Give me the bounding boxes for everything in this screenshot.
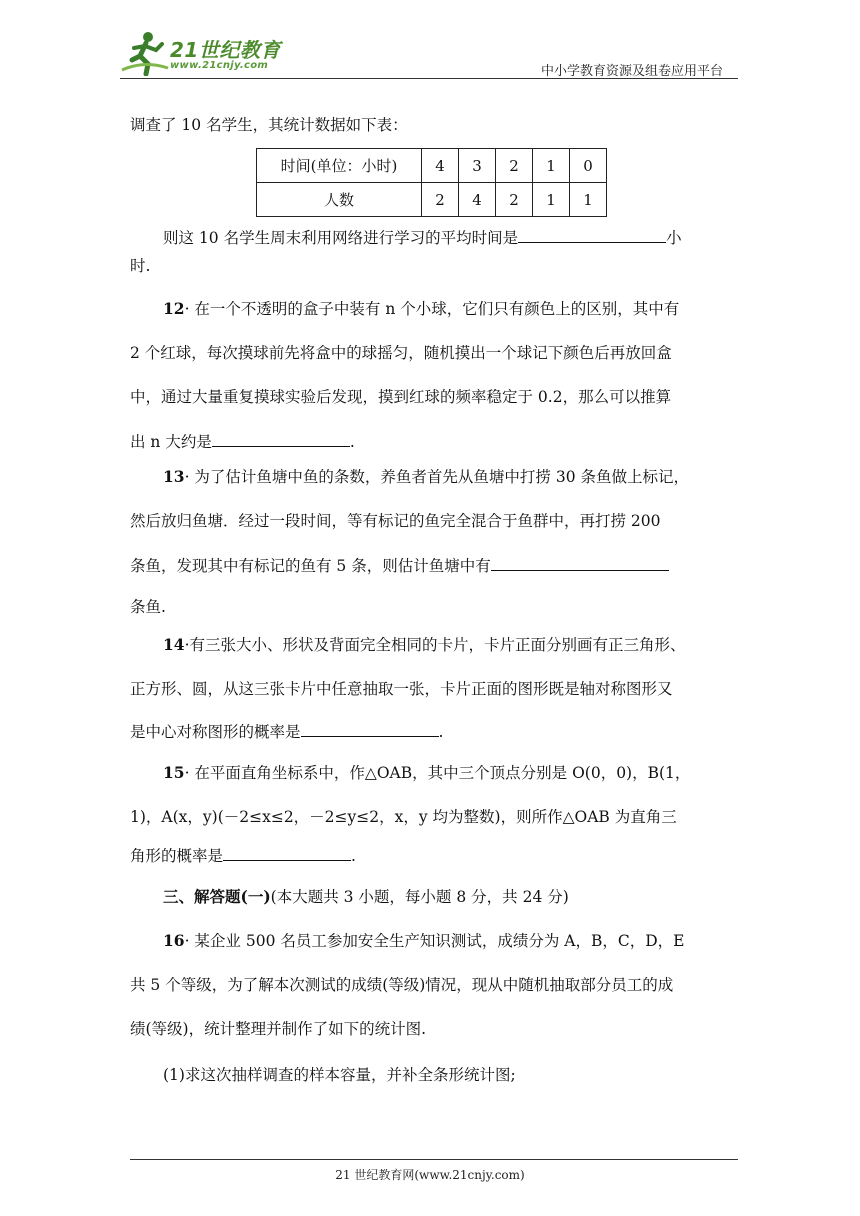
table-row — [257, 183, 607, 217]
q15-line2: 1)，A(x，y)(－2≤x≤2，－2≤y≤2，x，y 均为整数)，则所作△OAB 为直角三 — [130, 808, 677, 826]
q14-answer-blank[interactable] — [301, 720, 439, 737]
q12-line2: 2 个红球，每次摸球前先将盒中的球摇匀，随机摸出一个球记下颜色后再放回盒 — [130, 344, 672, 362]
q12-line4 — [130, 430, 355, 453]
q15-text: · 在平面直角坐标系中，作△OAB，其中三个顶点分别是 O(0，0)，B(1， — [184, 764, 691, 782]
q15-tail: . — [351, 847, 356, 865]
q12-tail: . — [349, 433, 355, 451]
q16-sub1: (1)求这次抽样调查的样本容量，并补全条形统计图; — [163, 1066, 516, 1084]
section3-heading — [163, 886, 569, 908]
q12-line3: 中，通过大量重复摸球实验后发现，摸到红球的频率稳定于 0.2，那么可以推算 — [130, 388, 672, 406]
q13-line2: 然后放归鱼塘．经过一段时间，等有标记的鱼完全混合于鱼群中，再打捞 200 — [130, 512, 661, 530]
header-divider — [120, 78, 738, 79]
q11-answer-blank[interactable] — [518, 226, 666, 243]
page-header — [0, 0, 860, 90]
q12-text: 出 n 大约是 — [130, 433, 212, 451]
q14-text: ·有三张大小、形状及背面完全相同的卡片，卡片正面分别画有正三角形、 — [184, 636, 686, 654]
q13-text: · 为了估计鱼塘中鱼的条数，养鱼者首先从鱼塘中打捞 30 条鱼做上标记， — [184, 468, 690, 486]
time-stat-table — [256, 148, 607, 217]
q15-number: 15 — [163, 763, 185, 782]
q12-text: · 在一个不透明的盒子中装有 n 个小球，它们只有颜色上的区别，其中有 — [184, 300, 680, 318]
q14-number: 14 — [163, 635, 185, 654]
table-cell: 1 — [533, 149, 570, 183]
q16-text: · 某企业 500 名员工参加安全生产知识测试，成绩分为 A，B，C，D，E — [184, 932, 685, 950]
table-cell: 4 — [459, 183, 496, 217]
q14-text: 是中心对称图形的概率是 — [130, 723, 301, 741]
table-cell: 0 — [570, 149, 607, 183]
q14-line2: 正方形、圆，从这三张卡片中任意抽取一张，卡片正面的图形既是轴对称图形又 — [130, 680, 673, 698]
table-cell: 4 — [422, 149, 459, 183]
table-cell: 2 — [496, 149, 533, 183]
q13-text: 条鱼，发现其中有标记的鱼有 5 条，则估计鱼塘中有 — [130, 557, 491, 575]
q16-number: 16 — [163, 931, 185, 950]
logo-wordmark: 21世纪教育 — [170, 38, 281, 62]
q12-number: 12 — [163, 299, 185, 318]
table-cell: 1 — [533, 183, 570, 217]
logo-url: www.21cnjy.com — [170, 60, 269, 71]
q16-line2: 共 5 个等级，为了解本次测试的成绩(等级)情况，现从中随机抽取部分员工的成 — [130, 976, 674, 994]
table-cell: 2 — [422, 183, 459, 217]
q13-line3 — [130, 554, 669, 577]
q16-line1 — [163, 930, 685, 952]
q11-answer-line — [163, 226, 682, 249]
q15-answer-blank[interactable] — [223, 844, 351, 861]
q13-line1 — [163, 466, 689, 488]
q11-line2: 时. — [130, 257, 151, 275]
table-cell: 时间(单位：小时) — [257, 149, 422, 183]
q13-number: 13 — [163, 467, 185, 486]
q16-line3: 绩(等级)，统计整理并制作了如下的统计图. — [130, 1020, 427, 1038]
table-cell: 人数 — [257, 183, 422, 217]
q15-line3 — [130, 844, 356, 867]
footer-divider — [130, 1159, 738, 1160]
q13-line4: 条鱼. — [130, 598, 166, 616]
q15-text: 角形的概率是 — [130, 847, 224, 865]
q11-text: 则这 10 名学生周末利用网络进行学习的平均时间是 — [163, 229, 519, 247]
table-cell: 1 — [570, 183, 607, 217]
table-cell: 2 — [496, 183, 533, 217]
section3-note: (本大题共 3 小题，每小题 8 分，共 24 分) — [270, 888, 569, 906]
table-row — [257, 149, 607, 183]
q14-line3 — [130, 720, 443, 743]
q14-line1 — [163, 634, 686, 656]
page-footer: 21 世纪教育网(www.21cnjy.com) — [335, 1168, 525, 1182]
site-logo — [118, 30, 298, 80]
q12-answer-blank[interactable] — [212, 430, 350, 447]
header-platform-label: 中小学教育资源及组卷应用平台 — [541, 64, 724, 79]
q14-tail: . — [438, 723, 444, 741]
q13-answer-blank[interactable] — [491, 554, 669, 571]
q15-line1 — [163, 762, 690, 784]
q11-intro: 调查了 10 名学生，其统计数据如下表： — [130, 116, 408, 134]
section3-title: 三、解答题(一) — [163, 887, 271, 906]
q11-tail: 小 — [666, 229, 682, 247]
runner-icon — [118, 30, 170, 76]
table-cell: 3 — [459, 149, 496, 183]
q12-line1 — [163, 298, 679, 320]
